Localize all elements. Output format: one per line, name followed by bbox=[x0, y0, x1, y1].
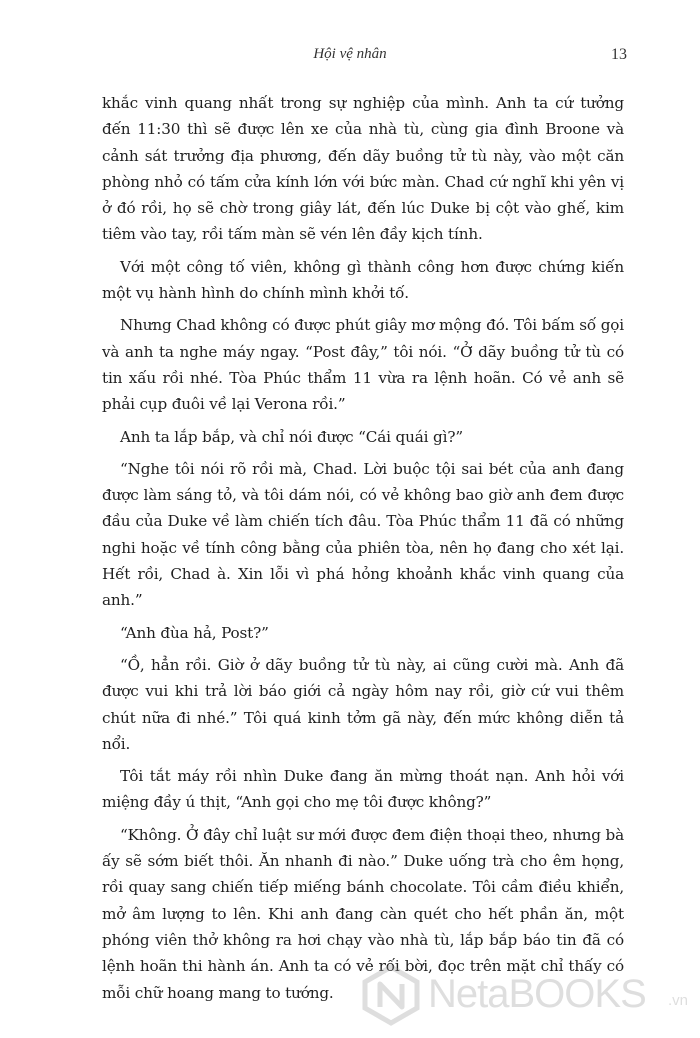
page-number: 13 bbox=[611, 46, 627, 63]
netabooks-logo-icon bbox=[360, 964, 422, 1026]
paragraph: Anh ta lắp bắp, và chỉ nói được “Cái quái gì?” bbox=[120, 427, 463, 446]
watermark bbox=[360, 960, 690, 1030]
paragraph: khắc vinh quang nhất trong sự nghiệp của mình. Anh ta cứ tưởng đến 11:30 thì sẽ được lên xe của nhà tù, cùng gia đình Broone và cảnh sát trưởng địa phương, đến dãy buồng tử tù này, vào một căn phòng nhỏ có tấm cửa kính lớn với bức màn. Chad cứ nghĩ khi yên vị ở đó rồi, họ sẽ chờ trong giây lát, đến lúc Duke bị cột vào ghế, kim tiêm vào tay, rồi tấm màn sẽ vén lên đầy kịch tính. bbox=[102, 94, 624, 244]
paragraph: Nhưng Chad không có được phút giây mơ mộng đó. Tôi bấm số gọi và anh ta nghe máy ngay. “Post đây,” tôi nói. “Ở dãy buồng tử tù có tin xấu rồi nhé. Tòa Phúc thẩm 11 vừa ra lệnh hoãn. Có vẻ anh sẽ phải cụp đuôi về lại Verona rồi.” bbox=[102, 316, 624, 414]
watermark-suffix: .vn bbox=[668, 992, 689, 1009]
paragraph: Với một công tố viên, không gì thành công hơn được chứng kiến một vụ hành hình do chính mình khởi tố. bbox=[102, 257, 624, 303]
running-title: Hội vệ nhân bbox=[313, 46, 387, 62]
paragraph: “Anh đùa hả, Post?” bbox=[120, 623, 269, 642]
body-text bbox=[102, 90, 624, 1012]
paragraph: “Không. Ở đây chỉ luật sư mới được đem điện thoại theo, nhưng bà ấy sẽ sớm biết thôi. Ăn nhanh đi nào.” Duke uống trà cho êm họng, rồi quay sang chiến tiếp miếng bánh chocolate. Tôi cầm điều khiển, mở âm lượng to lên. Khi anh đang càn quét cho hết phần ăn, một phóng viên thở không ra hơi chạy vào nhà tù, lắp bắp báo tin đã có lệnh hoãn thi hành án. Anh ta có vẻ rối bời, đọc trên mặt chỉ thấy có mỗi chữ hoang mang to tướng. bbox=[102, 825, 624, 1002]
running-header bbox=[0, 46, 700, 74]
paragraph: “Nghe tôi nói rõ rồi mà, Chad. Lời buộc tội sai bét của anh đang được làm sáng tỏ, và tôi dám nói, có vẻ không bao giờ anh đem được đầu của Duke về làm chiến tích đâu. Tòa Phúc thẩm 11 đã có những nghi hoặc về tính công bằng của phiên tòa, nên họ đang cho xét lại. Hết rồi, Chad à. Xin lỗi vì phá hỏng khoảnh khắc vinh quang của anh.” bbox=[102, 459, 624, 610]
watermark-brand: NetaBOOKS bbox=[428, 972, 646, 1016]
paragraph: “Ồ, hẳn rồi. Giờ ở dãy buồng tử tù này, ai cũng cười mà. Anh đã được vui khi trả lời báo giới cả ngày hôm nay rồi, giờ cứ vui thêm chút nữa đi nhé.” Tôi quá kinh tởm gã này, đến mức không diễn tả nổi. bbox=[102, 655, 624, 753]
paragraph: Tôi tắt máy rồi nhìn Duke đang ăn mừng thoát nạn. Anh hỏi với miệng đầy ú thịt, “Anh gọi cho mẹ tôi được không?” bbox=[102, 767, 624, 812]
